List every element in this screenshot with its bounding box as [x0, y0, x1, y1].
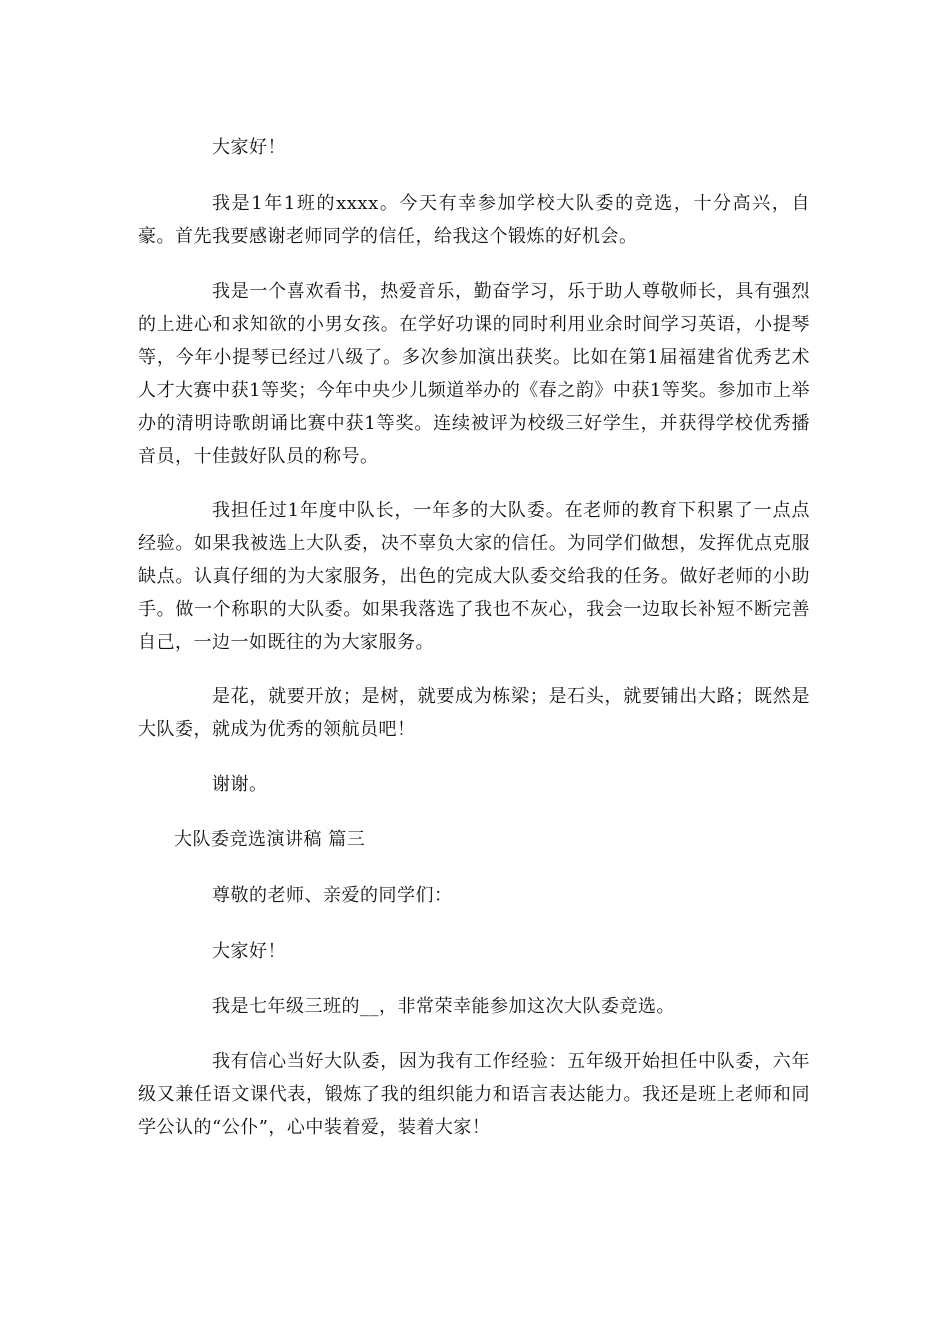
- paragraph-introduction-2: 我是七年级三班的__，非常荣幸能参加这次大队委竞选。: [212, 996, 675, 1017]
- paragraph-greeting: 大家好！: [212, 137, 286, 158]
- paragraph-experience: 我担任过1年度中队长，一年多的大队委。在老师的教育下积累了一点点经验。如果我被选上大队委，决不辜负大家的信任。为同学们做想，发挥优点克服缺点。认真仔细的为大家服务，出色的完成大队委交给我的任务。做好老师的小助手。做一个称职的大队委。如果我落选了我也不灰心，我会一边取长补短不断完善自己，一边一如既往的为大家服务。: [138, 500, 810, 653]
- paragraph-closing-motto: 是花，就要开放；是树，就要成为栋梁；是石头，就要铺出大路；既然是大队委，就成为优秀的领航员吧！: [138, 686, 810, 740]
- paragraph-thanks: 谢谢。: [212, 774, 268, 795]
- paragraph-greeting-2: 大家好！: [212, 941, 286, 962]
- paragraph-salutation: 尊敬的老师、亲爱的同学们：: [212, 885, 453, 906]
- section-heading: 大队委竞选演讲稿 篇三: [174, 829, 366, 850]
- paragraph-qualifications: 我有信心当好大队委，因为我有工作经验：五年级开始担任中队委，六年级又兼任语文课代表，锻炼了我的组织能力和语言表达能力。我还是班上老师和同学公认的“公仆”，心中装着爱，装着大家！: [138, 1051, 810, 1138]
- paragraph-hobbies-awards: 我是一个喜欢看书，热爱音乐，勤奋学习，乐于助人尊敬师长，具有强烈的上进心和求知欲的小男女孩。在学好功课的同时利用业余时间学习英语，小提琴等，今年小提琴已经过八级了。多次参加演出获奖。比如在第1届福建省优秀艺术人才大赛中获1等奖；今年中央少儿频道举办的《春之韵》中获1等奖。参加市上举办的清明诗歌朗诵比赛中获1等奖。连续被评为校级三好学生，并获得学校优秀播音员，十佳鼓好队员的称号。: [138, 281, 810, 467]
- paragraph-introduction: 我是1年1班的xxxx。今天有幸参加学校大队委的竞选，十分高兴，自豪。首先我要感谢老师同学的信任，给我这个锻炼的好机会。: [138, 193, 810, 247]
